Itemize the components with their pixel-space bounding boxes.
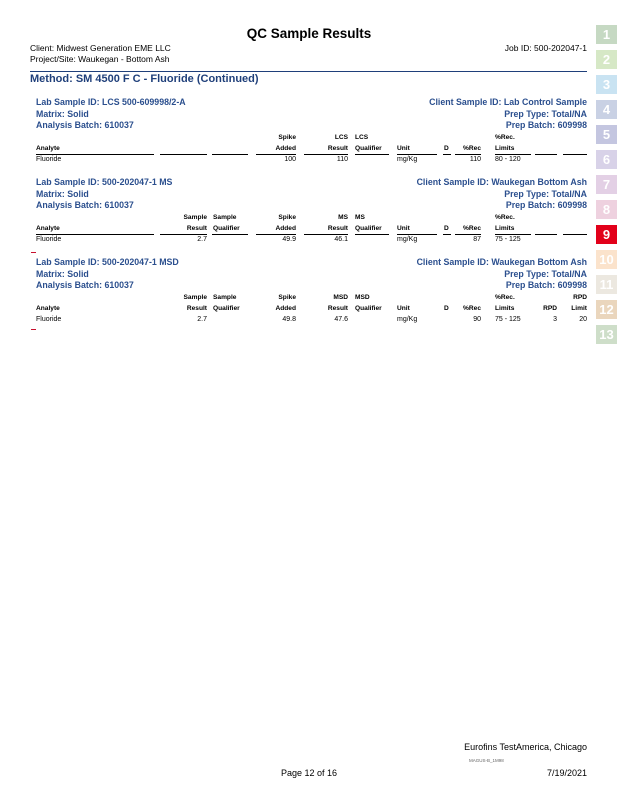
tab-3[interactable]: 3 xyxy=(596,75,617,94)
spike-added-value: 100 xyxy=(284,156,296,163)
col-header-sample-qual: Sample xyxy=(213,294,237,301)
prep-batch: Prep Batch: 609998 xyxy=(505,120,587,130)
col-header-lcs-qual: LCS xyxy=(355,134,369,141)
tab-2[interactable]: 2 xyxy=(596,50,617,69)
prep-type: Prep Type: Total/NA xyxy=(504,108,587,119)
analysis-batch: Analysis Batch: 610037 xyxy=(36,120,134,130)
col-header-d: D xyxy=(444,145,449,152)
project-site: Project/Site: Waukegan - Bottom Ash xyxy=(30,54,170,64)
col-header-rpd-limit-top: RPD xyxy=(573,294,587,301)
table-row-analyte: Fluoride xyxy=(36,156,62,163)
col-header-qualifier: Qualifier xyxy=(213,305,240,312)
col-header-added: Added xyxy=(275,145,296,152)
tab-11[interactable]: 11 xyxy=(596,275,617,294)
col-header-ms-qual: MS xyxy=(355,214,365,221)
client-sample-id: Client Sample ID: Lab Control Sample xyxy=(429,97,587,107)
tab-1[interactable]: 1 xyxy=(596,25,617,44)
revision-mark xyxy=(31,252,36,253)
unit-value: mg/Kg xyxy=(397,316,418,323)
page-title: QC Sample Results xyxy=(246,26,372,41)
col-header-lcs: LCS xyxy=(334,134,348,141)
col-header-rec-limits: %Rec. xyxy=(495,214,515,221)
col-header-d: D xyxy=(444,225,449,232)
tab-6[interactable]: 6 xyxy=(596,150,617,169)
col-header-spike: Spike xyxy=(278,214,296,221)
tab-5[interactable]: 5 xyxy=(596,125,617,144)
col-header-rpd: RPD xyxy=(543,305,557,312)
unit-value: mg/Kg xyxy=(397,156,418,163)
lab-name: Eurofins TestAmerica, Chicago xyxy=(464,742,587,752)
col-header-limits: Limits xyxy=(495,145,515,152)
tab-8[interactable]: 8 xyxy=(596,200,617,219)
col-header-unit: Unit xyxy=(397,145,410,152)
prep-batch: Prep Batch: 609998 xyxy=(505,200,587,210)
col-header-rec: %Rec xyxy=(463,305,481,312)
sample-result-value: 2.7 xyxy=(197,316,207,323)
col-header-result: Result xyxy=(186,305,207,312)
sample-result-value: 2.7 xyxy=(197,236,207,243)
lab-sample-id: Lab Sample ID: 500-202047-1 MSD xyxy=(36,257,179,267)
lab-sample-id: Lab Sample ID: 500-202047-1 MS xyxy=(36,177,173,187)
col-header-limits: Limits xyxy=(495,305,515,312)
tab-4[interactable]: 4 xyxy=(596,100,617,119)
job-id: Job ID: 500-202047-1 xyxy=(504,43,587,53)
col-header-qualifier: Qualifier xyxy=(213,225,240,232)
col-header-msd: MSD xyxy=(333,294,348,301)
tab-10[interactable]: 10 xyxy=(596,250,617,269)
prep-type: Prep Type: Total/NA xyxy=(504,188,587,199)
revision-mark xyxy=(31,329,36,330)
col-header-msd-qual: MSD xyxy=(355,294,370,301)
col-header-unit: Unit xyxy=(397,305,410,312)
prep-type: Prep Type: Total/NA xyxy=(504,268,587,279)
report-date: 7/19/2021 xyxy=(546,768,587,778)
col-header-rec: %Rec xyxy=(463,145,481,152)
col-header-qualifier: Qualifier xyxy=(355,145,382,152)
col-header-added: Added xyxy=(275,305,296,312)
method-divider xyxy=(30,71,587,72)
rec-value: 90 xyxy=(473,316,481,323)
col-header-analyte: Analyte xyxy=(36,145,60,152)
spike-added-value: 49.8 xyxy=(282,316,296,323)
col-header-d: D xyxy=(444,305,449,312)
col-header-msd-qualifier: Qualifier xyxy=(355,305,382,312)
col-header-result: Result xyxy=(186,225,207,232)
col-header-analyte: Analyte xyxy=(36,225,60,232)
col-header-ms: MS xyxy=(338,214,348,221)
tab-7[interactable]: 7 xyxy=(596,175,617,194)
col-header-msd-result: Result xyxy=(327,305,348,312)
col-header-rec-limits: %Rec. xyxy=(495,134,515,141)
col-header-spike: Spike xyxy=(278,134,296,141)
col-header-sample-qual: Sample xyxy=(213,214,237,221)
col-header-analyte: Analyte xyxy=(36,305,60,312)
client-sample-id: Client Sample ID: Waukegan Bottom Ash xyxy=(416,257,587,267)
col-header-rec: %Rec xyxy=(463,225,481,232)
col-header-unit: Unit xyxy=(397,225,410,232)
col-header-sample: Sample xyxy=(183,214,207,221)
ms-result-value: 46.1 xyxy=(334,236,348,243)
prep-batch: Prep Batch: 609998 xyxy=(505,280,587,290)
matrix: Matrix: Solid xyxy=(36,108,89,119)
matrix: Matrix: Solid xyxy=(36,268,89,279)
lab-sample-id: Lab Sample ID: LCS 500-609998/2-A xyxy=(36,97,186,107)
rec-limits-value: 75 - 125 xyxy=(495,316,521,323)
form-code: MAGUS-B_1M98 xyxy=(469,758,504,763)
analysis-batch: Analysis Batch: 610037 xyxy=(36,200,134,210)
rpd-limit-value: 20 xyxy=(579,316,587,323)
msd-result-value: 47.6 xyxy=(334,316,348,323)
lcs-result-value: 110 xyxy=(336,156,348,163)
table-row-analyte: Fluoride xyxy=(36,236,62,243)
col-header-limits: Limits xyxy=(495,225,515,232)
col-header-ms-result: Result xyxy=(327,225,348,232)
unit-value: mg/Kg xyxy=(397,236,418,243)
col-header-rec-limits: %Rec. xyxy=(495,294,515,301)
spike-added-value: 49.9 xyxy=(282,236,296,243)
page-number: Page 12 of 16 xyxy=(280,768,338,778)
client-name: Client: Midwest Generation EME LLC xyxy=(30,43,171,53)
tab-13[interactable]: 13 xyxy=(596,325,617,344)
table-row-analyte: Fluoride xyxy=(36,316,62,323)
tab-9[interactable]: 9 xyxy=(596,225,617,244)
col-header-spike: Spike xyxy=(278,294,296,301)
col-header-sample: Sample xyxy=(183,294,207,301)
tab-12[interactable]: 12 xyxy=(596,300,617,319)
col-header-ms-qualifier: Qualifier xyxy=(355,225,382,232)
rec-limits-value: 75 - 125 xyxy=(495,236,521,243)
client-sample-id: Client Sample ID: Waukegan Bottom Ash xyxy=(416,177,587,187)
rec-value: 87 xyxy=(473,236,481,243)
rec-value: 110 xyxy=(469,156,481,163)
col-header-result: Result xyxy=(327,145,348,152)
method-title: Method: SM 4500 F C - Fluoride (Continued) xyxy=(30,73,259,85)
analysis-batch: Analysis Batch: 610037 xyxy=(36,280,134,290)
col-header-rpd-limit: Limit xyxy=(571,305,587,312)
rec-limits-value: 80 - 120 xyxy=(495,156,521,163)
col-header-added: Added xyxy=(275,225,296,232)
matrix: Matrix: Solid xyxy=(36,188,89,199)
rpd-value: 3 xyxy=(553,316,557,323)
